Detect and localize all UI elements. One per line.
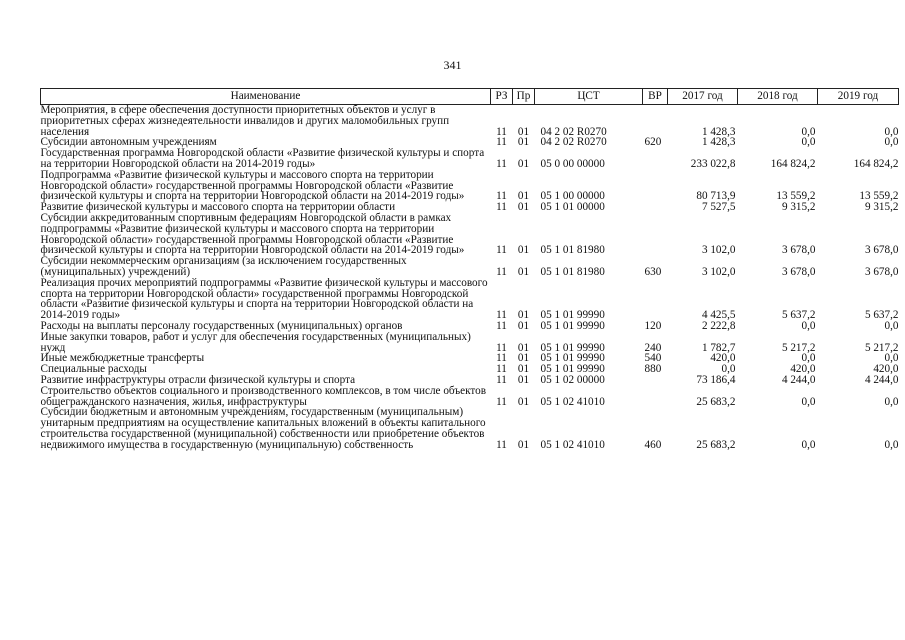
- row-value-2018: 3 678,0: [781, 265, 816, 278]
- row-value-2019: 0,0: [884, 125, 899, 138]
- row-cst: 05 1 02 41010: [540, 395, 605, 408]
- row-cst: 05 1 02 41010: [540, 438, 605, 451]
- header-pr: Пр: [513, 89, 535, 105]
- table-row: [41, 148, 899, 170]
- table-body: [41, 105, 899, 451]
- row-value-2018: 5 217,2: [781, 341, 816, 354]
- header-name: Наименование: [41, 89, 491, 105]
- row-vr: 880: [644, 363, 662, 376]
- row-value-2019: 3 678,0: [864, 265, 899, 278]
- row-name: Мероприятия, в сфере обеспечения доступности приоритетных объектов и услуг в приоритетных сферах жизнедеятельности инвалидов и других маломобильных групп населения: [40, 104, 450, 138]
- row-vr: 460: [644, 438, 662, 451]
- row-value-2017: 0,0: [721, 363, 736, 376]
- row-value-2017: 80 713,9: [696, 190, 736, 203]
- row-name: Субсидии некоммерческим организациям (за исключением государственных (муниципальных) учреждений): [40, 255, 407, 278]
- row-name: Иные межбюджетные трансферты: [40, 352, 205, 365]
- row-cst: 05 1 02 00000: [540, 373, 605, 386]
- row-value-2017: 3 102,0: [701, 265, 736, 278]
- row-pr: 01: [517, 136, 530, 149]
- row-cst: 05 1 01 81980: [540, 265, 605, 278]
- row-pr: 01: [517, 341, 530, 354]
- row-rz: 11: [496, 309, 507, 322]
- row-name: Субсидии бюджетным и автономным учреждениям, государственным (муниципальным) унитарным предприятиям на осуществление капитальных вложений в объекты капитального строительства государственной (муниципальной) собственности или приобретение объектов недвижимого имущества в государственную (муниципальную) собственность: [40, 406, 486, 451]
- row-vr: [643, 386, 668, 408]
- row-vr: 120: [644, 319, 662, 332]
- row-value-2017: 4 425,5: [701, 309, 736, 322]
- row-name: Подпрограмма «Развитие физической культуры и массового спорта на территории Новгородской области» государственной программы Новгородской области «Развитие физической культуры и спорта на территории Новгородской области на 2014-2019 годы»: [40, 168, 465, 203]
- row-name: Расходы на выплаты персоналу государственных (муниципальных) органов: [40, 319, 403, 332]
- row-rz: 11: [496, 319, 507, 332]
- row-name: Государственная программа Новгородской области «Развитие физической культуры и спорта на территории Новгородской области на 2014-2019 годы»: [40, 147, 485, 170]
- row-value-2019: 0,0: [884, 136, 899, 149]
- row-value-2018: 0,0: [801, 125, 816, 138]
- row-vr: 620: [644, 136, 662, 149]
- row-value-2017: 25 683,2: [696, 395, 736, 408]
- row-value-2018: 0,0: [801, 352, 816, 365]
- row-rz: 11: [496, 201, 507, 214]
- table-row: [41, 213, 899, 256]
- table-row: [41, 353, 899, 364]
- row-name: Иные закупки товаров, работ и услуг для обеспечения государственных (муниципальных) нужд: [40, 330, 471, 354]
- row-cst: 05 1 01 99990: [540, 341, 605, 354]
- row-value-2019: 3 678,0: [864, 244, 899, 257]
- row-rz: 11: [496, 157, 507, 170]
- row-vr: [643, 170, 668, 202]
- row-name: Реализация прочих мероприятий подпрограммы «Развитие физической культуры и массового спорта на территории Новгородской области» государственной программы Новгородской области «Развитие физической культуры и спорта на территории Новгородской области на 2014-2019 годы»: [40, 276, 488, 322]
- row-rz: 11: [496, 363, 507, 376]
- row-name: Развитие инфраструктуры отрасли физической культуры и спорта: [40, 373, 356, 386]
- row-value-2017: 233 022,8: [690, 157, 736, 170]
- header-rz: РЗ: [491, 89, 513, 105]
- row-cst: 05 1 01 81980: [540, 244, 605, 257]
- table-row: [41, 278, 899, 321]
- row-value-2019: 9 315,2: [864, 201, 899, 214]
- header-vr: ВР: [643, 89, 668, 105]
- row-vr: [643, 278, 668, 321]
- row-pr: 01: [517, 125, 530, 138]
- row-pr: 01: [517, 309, 530, 322]
- row-name: Специальные расходы: [40, 363, 147, 376]
- row-rz: 11: [496, 265, 507, 278]
- header-2019: 2019 год: [818, 89, 899, 105]
- row-value-2017: 25 683,2: [696, 438, 736, 451]
- table-header-row: [41, 89, 899, 105]
- row-cst: 05 1 01 99990: [540, 319, 605, 332]
- row-rz: 11: [496, 395, 507, 408]
- row-value-2017: 420,0: [710, 352, 736, 365]
- row-pr: 01: [517, 373, 530, 386]
- row-pr: 01: [517, 352, 530, 365]
- row-cst: 05 0 00 00000: [540, 157, 605, 170]
- row-cst: 04 2 02 R0270: [540, 136, 607, 149]
- row-vr: 540: [644, 352, 662, 365]
- row-value-2017: 3 102,0: [701, 244, 736, 257]
- row-value-2018: 420,0: [790, 363, 816, 376]
- row-value-2019: 5 217,2: [864, 341, 899, 354]
- row-value-2019: 13 559,2: [859, 190, 899, 203]
- header-2018: 2018 год: [738, 89, 818, 105]
- row-pr: 01: [517, 157, 530, 170]
- page-number: 341: [443, 58, 462, 72]
- row-cst: 05 1 01 00000: [540, 201, 605, 214]
- row-pr: 01: [517, 438, 530, 451]
- row-value-2018: 164 824,2: [770, 157, 816, 170]
- row-vr: 630: [644, 265, 662, 278]
- header-cst: ЦСТ: [535, 89, 643, 105]
- row-cst: 05 1 00 00000: [540, 190, 605, 203]
- row-rz: 11: [496, 352, 507, 365]
- row-name: Строительство объектов социального и производственного комплексов, в том числе объектов общегражданского назначения, жилья, инфраструктуры: [40, 384, 486, 408]
- row-pr: 01: [517, 190, 530, 203]
- row-cst: 05 1 01 99990: [540, 363, 605, 376]
- row-rz: 11: [496, 341, 507, 354]
- row-pr: 01: [517, 395, 530, 408]
- row-pr: 01: [517, 319, 530, 332]
- row-cst: 05 1 01 99990: [540, 309, 605, 322]
- row-value-2018: 9 315,2: [781, 201, 816, 214]
- row-value-2019: 5 637,2: [864, 309, 899, 322]
- row-value-2019: 164 824,2: [853, 157, 899, 170]
- row-cst: 05 1 01 99990: [540, 352, 605, 365]
- header-2017: 2017 год: [668, 89, 738, 105]
- row-value-2018: 13 559,2: [776, 190, 816, 203]
- row-value-2019: 4 244,0: [864, 373, 899, 386]
- table-row: [41, 386, 899, 408]
- row-rz: 11: [496, 125, 507, 138]
- row-cst: 04 2 02 R0270: [540, 125, 607, 138]
- row-value-2018: 0,0: [801, 136, 816, 149]
- budget-table: [40, 88, 899, 451]
- row-value-2017: 1 428,3: [701, 136, 736, 149]
- row-name: Развитие физической культуры и массового спорта на территории области: [40, 201, 396, 214]
- row-rz: 11: [496, 136, 507, 149]
- row-name: Субсидии аккредитованным спортивным федерациям Новгородской области в рамках подпрограммы «Развитие физической культуры и массового спорта на территории Новгородской области» государственной программы Новгородской области «Развитие физической культуры и спорта на территории Новгородской области на 2014-2019 годы»: [40, 211, 465, 257]
- row-value-2017: 1 428,3: [701, 125, 736, 138]
- table-row: [41, 105, 899, 138]
- row-value-2017: 2 222,8: [701, 319, 736, 332]
- row-value-2018: 5 637,2: [781, 309, 816, 322]
- table-row: [41, 256, 899, 278]
- row-vr: [643, 148, 668, 170]
- row-vr: [643, 105, 668, 138]
- row-pr: 01: [517, 363, 530, 376]
- row-pr: 01: [517, 265, 530, 278]
- table-row: [41, 332, 899, 354]
- row-rz: 11: [496, 438, 507, 451]
- row-name: Субсидии автономным учреждениям: [40, 136, 217, 149]
- row-value-2018: 4 244,0: [781, 373, 816, 386]
- row-value-2018: 3 678,0: [781, 244, 816, 257]
- row-rz: 11: [496, 244, 507, 257]
- row-value-2017: 1 782,7: [701, 341, 736, 354]
- row-value-2018: 0,0: [801, 395, 816, 408]
- row-value-2019: 0,0: [884, 319, 899, 332]
- table-row: [41, 170, 899, 202]
- row-vr: 240: [644, 341, 662, 354]
- row-value-2018: 0,0: [801, 438, 816, 451]
- row-rz: 11: [496, 373, 507, 386]
- row-value-2019: 420,0: [873, 363, 899, 376]
- row-value-2019: 0,0: [884, 438, 899, 451]
- row-value-2018: 0,0: [801, 319, 816, 332]
- row-pr: 01: [517, 244, 530, 257]
- row-value-2017: 7 527,5: [701, 201, 736, 214]
- row-value-2019: 0,0: [884, 395, 899, 408]
- row-rz: 11: [496, 190, 507, 203]
- row-pr: 01: [517, 201, 530, 214]
- row-vr: [643, 213, 668, 256]
- row-value-2019: 0,0: [884, 352, 899, 365]
- row-vr: [643, 202, 668, 213]
- table-row: [41, 407, 899, 450]
- row-vr: [643, 375, 668, 386]
- row-value-2017: 73 186,4: [696, 373, 736, 386]
